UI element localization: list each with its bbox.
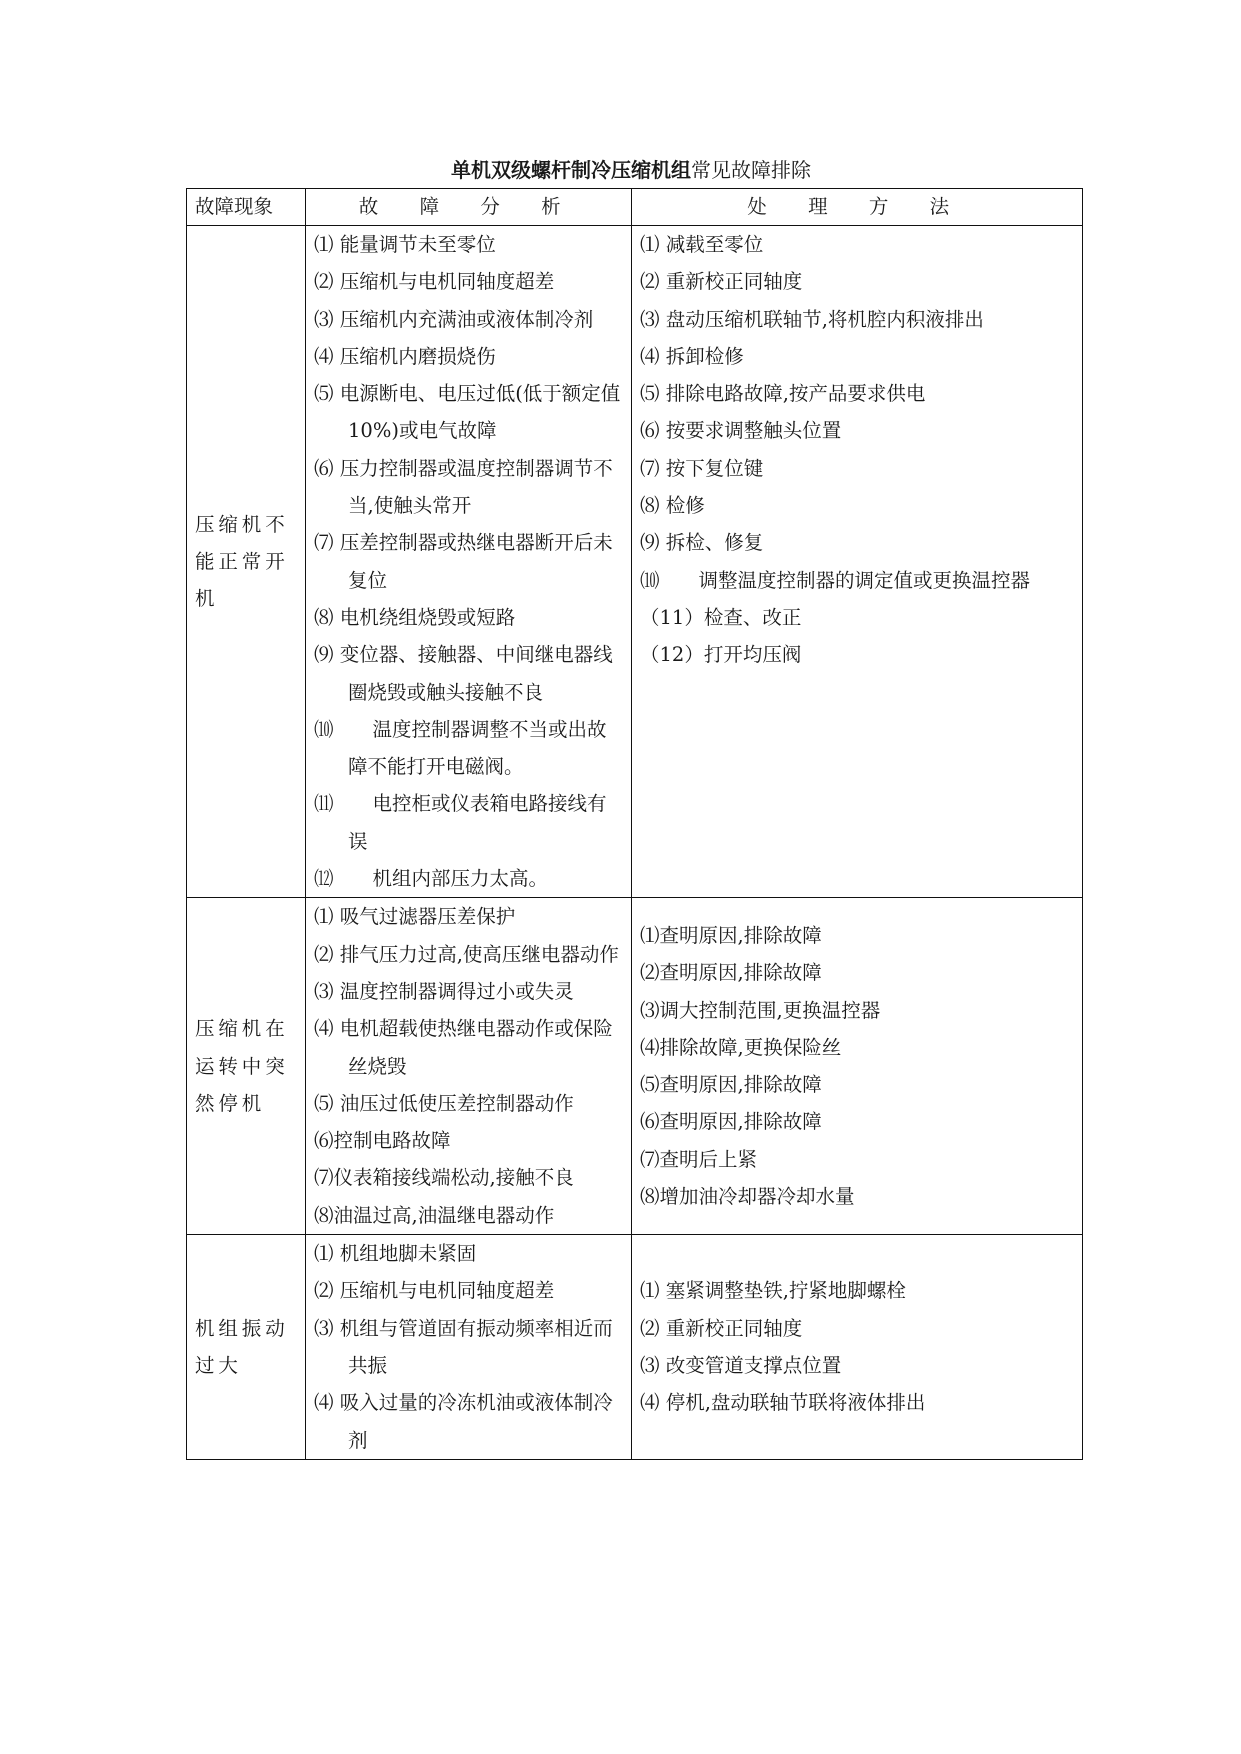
header-analysis: 故 障 分 析 <box>306 189 632 226</box>
method-item: ⑷ 拆卸检修 <box>640 344 744 368</box>
analysis-item: ⑴ 机组地脚未紧固 <box>314 1242 477 1266</box>
method-item: ⑷排除故障,更换保险丝 <box>640 1035 842 1059</box>
method-item: ⑴ 塞紧调整垫铁,拧紧地脚螺栓 <box>640 1279 906 1303</box>
title-bold-part: 单机双级螺杆制冷压缩机组 <box>451 158 691 182</box>
method-cell <box>632 226 1083 898</box>
method-item: （12）打开均压阀 <box>640 643 802 667</box>
title-normal-part: 常见故障排除 <box>691 158 811 182</box>
method-item: ⑵ 重新校正同轴度 <box>640 1316 803 1340</box>
analysis-cell <box>306 1235 632 1460</box>
method-item: （11）检查、改正 <box>640 605 802 629</box>
analysis-item: ⑶ 压缩机内充满油或液体制冷剂 <box>314 307 594 331</box>
header-method: 处 理 方 法 <box>632 189 1083 226</box>
analysis-item: ⑴ 吸气过滤器压差保护 <box>314 905 516 929</box>
analysis-item: ⑴ 能量调节未至零位 <box>314 233 496 256</box>
method-item: ⑶ 改变管道支撑点位置 <box>640 1353 842 1377</box>
method-item: ⑶调大控制范围,更换温控器 <box>640 998 881 1022</box>
symptom-cell: 压缩机不能正常开机 <box>187 226 306 898</box>
table-row <box>187 1235 1083 1460</box>
analysis-item: ⑹ 压力控制器或温度控制器调节不当,使触头常开 <box>314 456 613 518</box>
method-item: ⑸ 排除电路故障,按产品要求供电 <box>640 382 926 406</box>
method-item: ⑷ 停机,盘动联轴节联将液体排出 <box>640 1391 926 1415</box>
fault-table <box>186 188 1083 1460</box>
analysis-item: ⑿ 机组内部压力太高。 <box>314 867 549 891</box>
analysis-item: ⑼ 变位器、接触器、中间继电器线圈烧毁或触头接触不良 <box>314 643 613 704</box>
table-header-row <box>187 189 1083 226</box>
table-row <box>187 226 1083 898</box>
method-item: ⑴ 减载至零位 <box>640 233 764 256</box>
header-symptom: 故障现象 <box>187 189 306 226</box>
analysis-item: ⑽ 温度控制器调整不当或出故障不能打开电磁阀。 <box>314 717 607 779</box>
method-item: ⑽ 调整温度控制器的调定值或更换温控器 <box>640 568 1031 592</box>
analysis-cell <box>306 898 632 1235</box>
method-item: ⑴查明原因,排除故障 <box>640 923 822 947</box>
analysis-item: ⑵ 排气压力过高,使高压继电器动作 <box>314 942 619 966</box>
method-item: ⑵查明原因,排除故障 <box>640 961 822 985</box>
method-item: ⑸查明原因,排除故障 <box>640 1073 822 1097</box>
analysis-item: ⑶ 机组与管道固有振动频率相近而共振 <box>314 1316 613 1377</box>
method-item: ⑹查明原因,排除故障 <box>640 1110 822 1134</box>
analysis-item: ⑵ 压缩机与电机同轴度超差 <box>314 270 555 294</box>
analysis-item: ⑸ 油压过低使压差控制器动作 <box>314 1091 574 1115</box>
method-item: ⑺查明后上紧 <box>640 1147 758 1171</box>
method-cell <box>632 1235 1083 1460</box>
analysis-item: ⑻油温过高,油温继电器动作 <box>314 1203 555 1227</box>
analysis-item: ⑵ 压缩机与电机同轴度超差 <box>314 1279 555 1303</box>
table-row <box>187 898 1083 1235</box>
analysis-item: ⑷ 吸入过量的冷冻机油或液体制冷剂 <box>314 1391 613 1452</box>
analysis-item: ⑺仪表箱接线端松动,接触不良 <box>314 1166 574 1190</box>
analysis-item: ⑷ 压缩机内磨损烧伤 <box>314 344 496 368</box>
method-item: ⑻ 检修 <box>640 494 705 518</box>
symptom-cell: 机组振动过大 <box>187 1235 306 1460</box>
method-cell <box>632 898 1083 1235</box>
symptom-cell: 压缩机在运转中突然停机 <box>187 898 306 1235</box>
document-title <box>186 156 1076 184</box>
method-item: ⑻增加油冷却器冷却水量 <box>640 1185 855 1209</box>
analysis-cell <box>306 226 632 898</box>
method-item: ⑵ 重新校正同轴度 <box>640 270 803 294</box>
method-item: ⑺ 按下复位键 <box>640 456 764 480</box>
method-item: ⑹ 按要求调整触头位置 <box>640 419 842 443</box>
analysis-item: ⑺ 压差控制器或热继电器断开后未复位 <box>314 531 613 592</box>
method-item: ⑶ 盘动压缩机联轴节,将机腔内积液排出 <box>640 307 984 331</box>
analysis-item: ⑷ 电机超载使热继电器动作或保险丝烧毁 <box>314 1017 613 1078</box>
analysis-item: ⑸ 电源断电、电压过低(低于额定值 10%)或电气故障 <box>314 382 621 443</box>
analysis-item: ⑶ 温度控制器调得过小或失灵 <box>314 979 574 1003</box>
analysis-item: ⑾ 电控柜或仪表箱电路接线有误 <box>314 792 607 853</box>
method-item: ⑼ 拆检、修复 <box>640 531 764 555</box>
analysis-item: ⑹控制电路故障 <box>314 1129 451 1153</box>
analysis-item: ⑻ 电机绕组烧毁或短路 <box>314 605 516 629</box>
